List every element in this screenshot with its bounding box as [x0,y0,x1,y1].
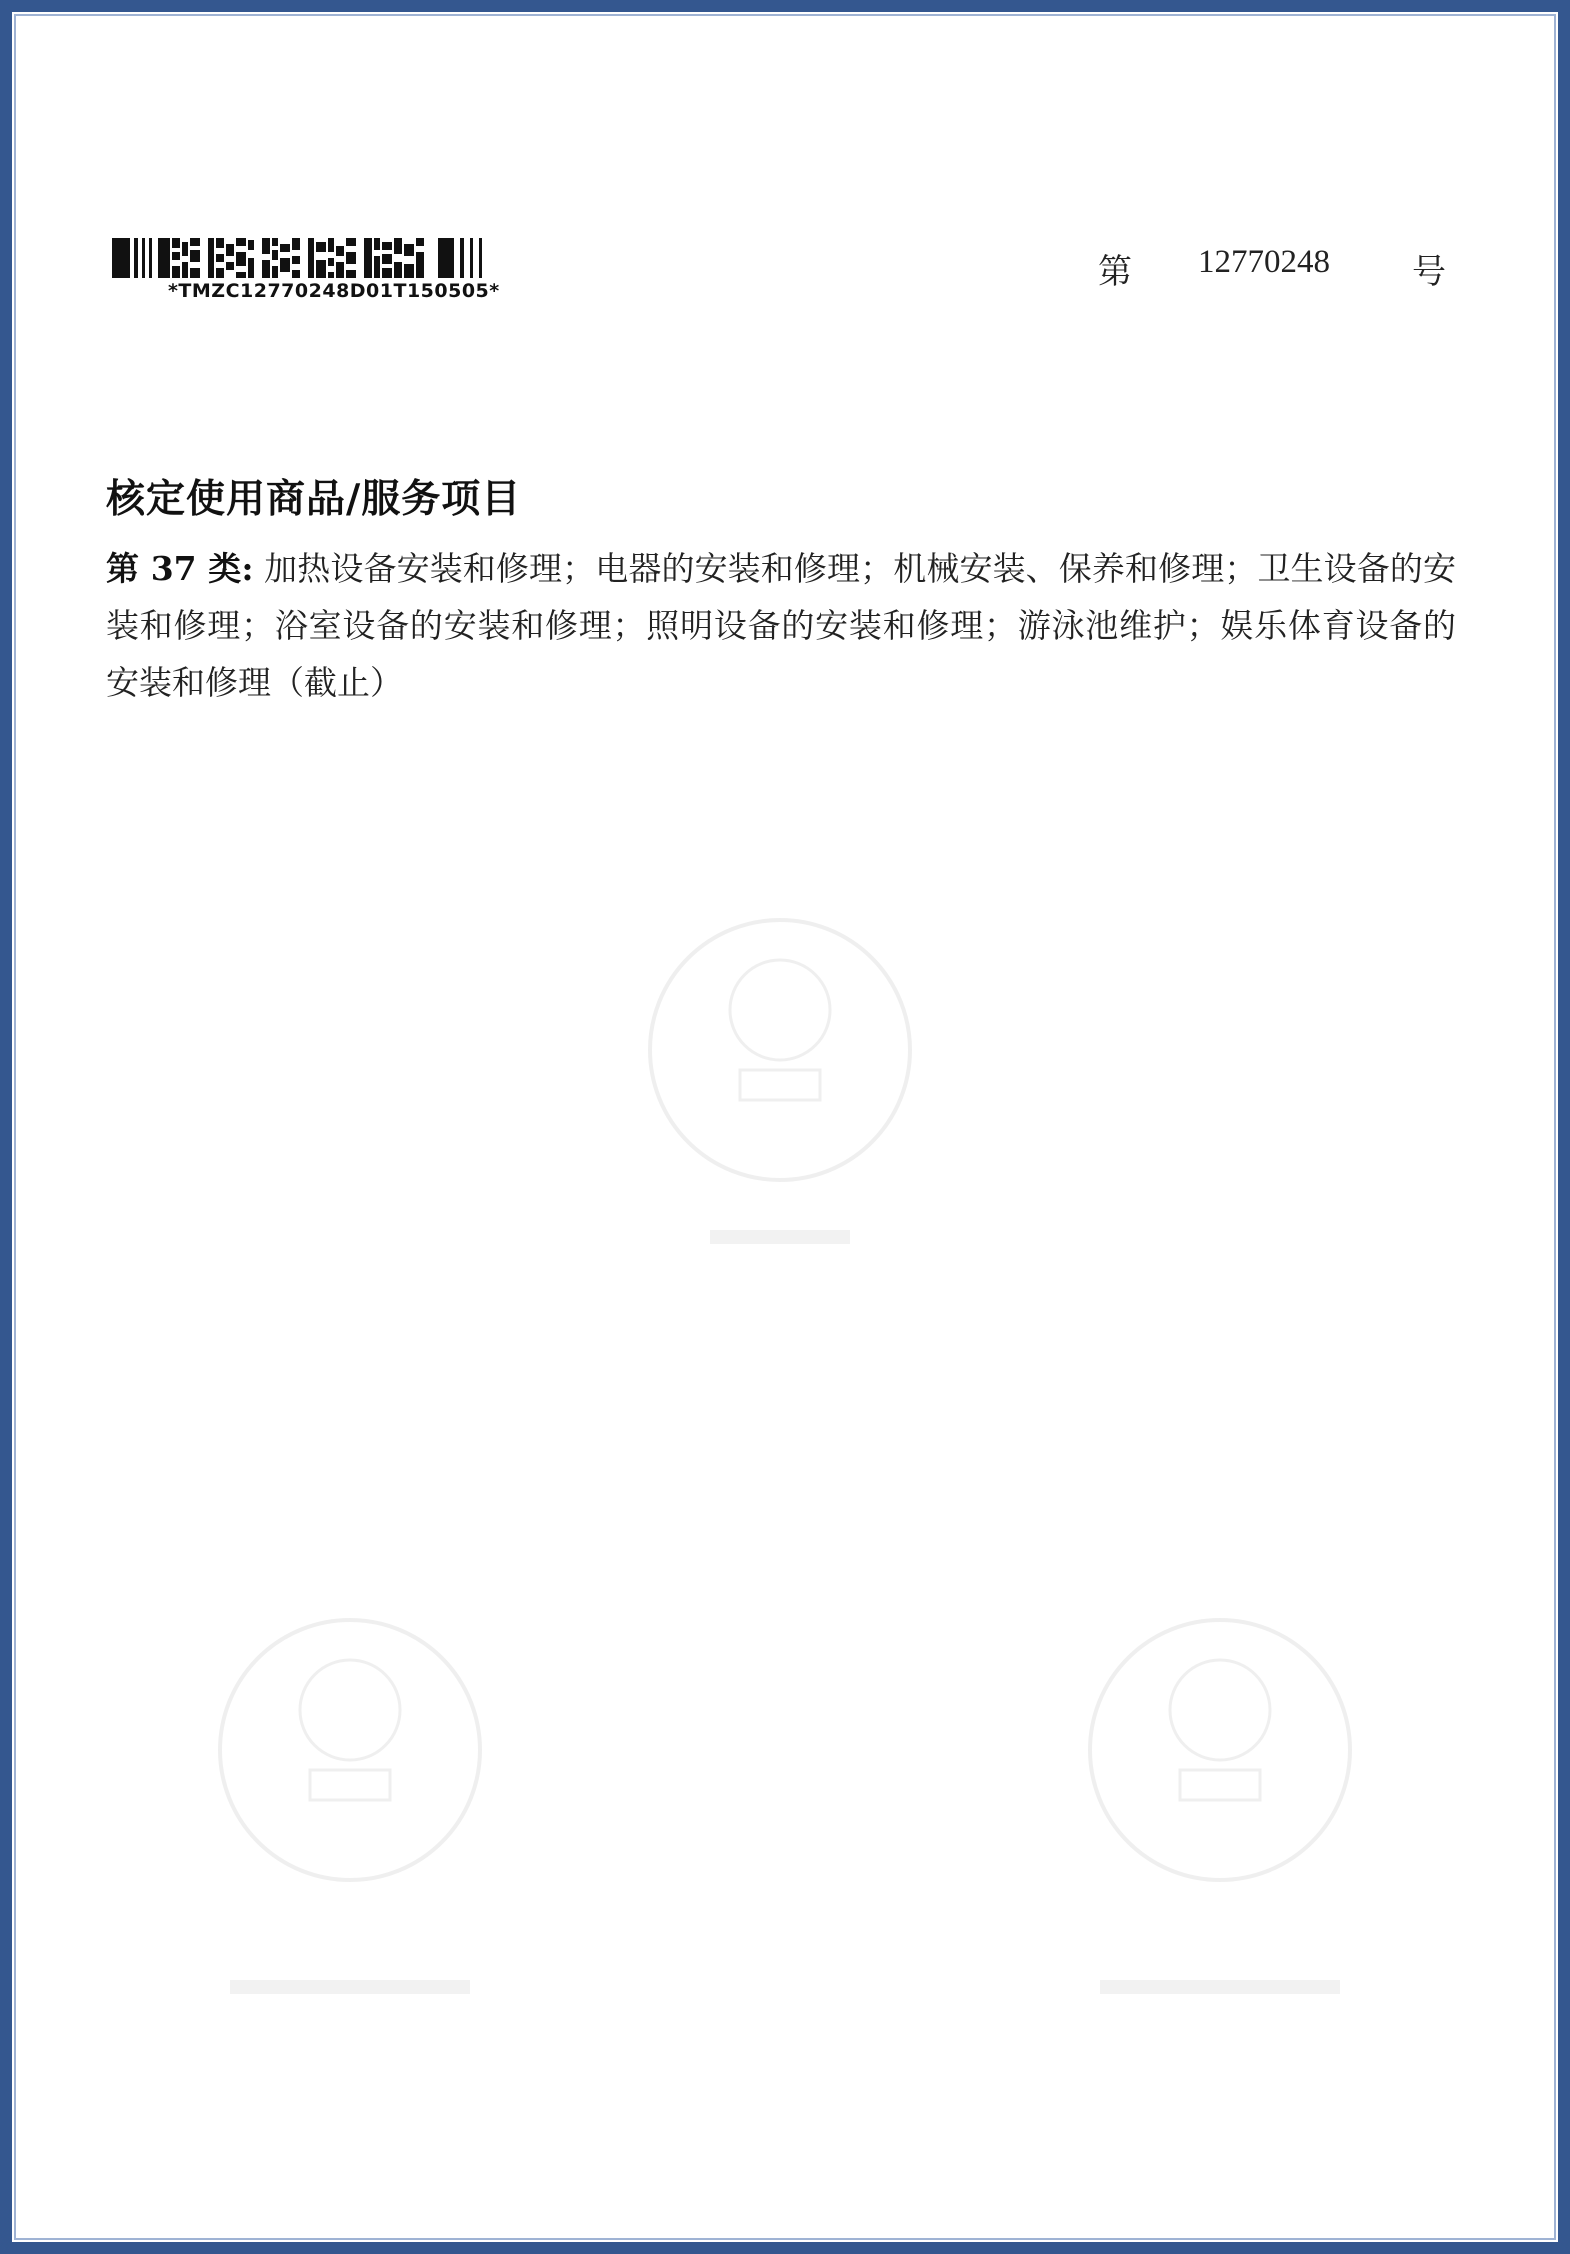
watermark-emblem-right [1050,1600,1390,2020]
watermark-emblem-left [180,1600,520,2020]
barcode-caption: *TMZC12770248D01T150505* [168,280,500,302]
goods-services-paragraph [106,540,1456,711]
class-label: 第 37 类: [106,549,254,588]
registration-suffix: 号 [1412,252,1446,292]
registration-prefix: 第 [1098,252,1132,292]
barcode-block [112,234,512,302]
goods-items-text: 加热设备安装和修理；电器的安装和修理；机械安装、保养和修理；卫生设备的安装和修理；浴室设备的安装和修理；照明设备的安装和修理；游泳池维护；娱乐体育设备的安装和修理（截止） [106,549,1456,702]
watermark-emblem-center [610,900,950,1300]
page-title: 核定使用商品/服务项目 [106,476,522,522]
barcode-image [112,234,508,280]
registration-number-value: 12770248 [1198,244,1330,280]
